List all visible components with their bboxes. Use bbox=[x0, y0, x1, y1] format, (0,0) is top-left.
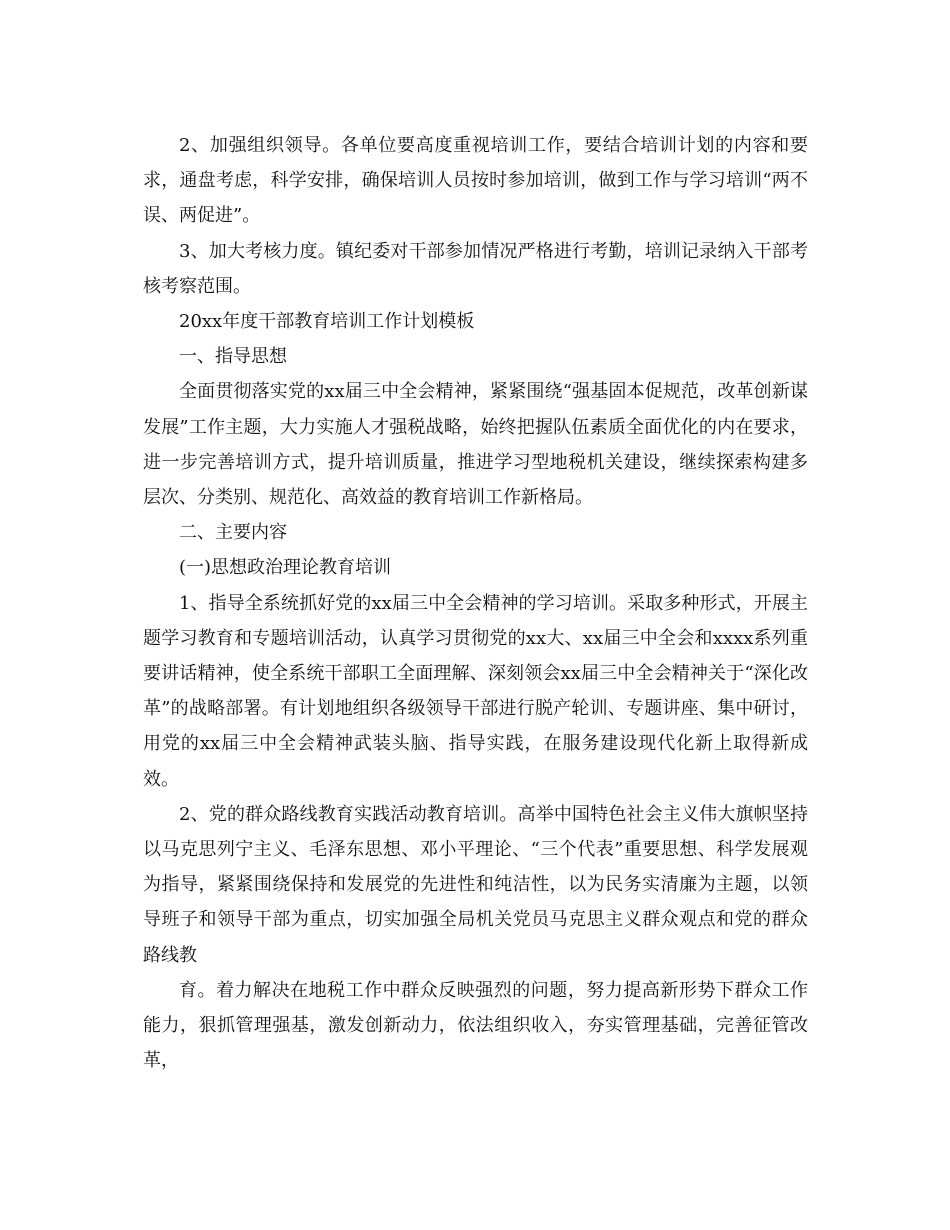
section-heading-guiding-ideology: 一、指导思想 bbox=[179, 346, 287, 368]
paragraph-mass-line: 2、党的群众路线教育实践活动教育培训。高举中国特色社会主义伟大旗帜坚持以马克思列宁主义、毛泽东思想、邓小平理论、“三个代表”重要思想、科学发展观为指导，紧紧围绕保持和发展党的先进性和纯洁性，以为民务实清廉为主题，以领导班子和领导干部为重点，切实加强全局机关党员马克思主义群众观点和党的群众路线教 bbox=[143, 803, 808, 966]
paragraph-guiding-ideology: 全面贯彻落实党的xx届三中全会精神，紧紧围绕“强基固本促规范，改革创新谋发展”工作主题，大力实施人才强税战略，始终把握队伍素质全面优化的内在要求，进一步完善培训方式，提升培训质量，推进学习型地税机关建设，继续探索构建多层次、分类别、规范化、高效益的教育培训工作新格局。 bbox=[143, 381, 808, 509]
document-body bbox=[143, 128, 808, 1078]
paragraph-organization-leadership: 2、加强组织领导。各单位要高度重视培训工作，要结合培训计划的内容和要求，通盘考虑，科学安排，确保培训人员按时参加培训，做到工作与学习培训“两不误、两促进”。 bbox=[143, 135, 808, 227]
section-heading-main-content: 二、主要内容 bbox=[179, 522, 287, 544]
paragraph-assessment: 3、加大考核力度。镇纪委对干部参加情况严格进行考勤，培训记录纳入干部考核考察范围。 bbox=[143, 240, 808, 297]
document-title: 20xx年度干部教育培训工作计划模板 bbox=[179, 311, 475, 333]
paragraph-plenary-study: 1、指导全系统抓好党的xx届三中全会精神的学习培训。采取多种形式，开展主题学习教育和专题培训活动，认真学习贯彻党的xx大、xx届三中全会和xxxx系列重要讲话精神，使全系统干部职工全面理解、深刻领会xx届三中全会精神关于“深化改革”的战略部署。有计划地组织各级领导干部进行脱产轮训、专题讲座、集中研讨，用党的xx届三中全会精神武装头脑、指导实践，在服务建设现代化新上取得新成效。 bbox=[143, 592, 808, 790]
paragraph-education-continued: 育。着力解决在地税工作中群众反映强烈的问题，努力提高新形势下群众工作能力，狠抓管理强基，激发创新动力，依法组织收入，夯实管理基础，完善征管改革， bbox=[143, 979, 808, 1072]
subsection-heading-political-theory: (一)思想政治理论教育培训 bbox=[179, 557, 392, 579]
